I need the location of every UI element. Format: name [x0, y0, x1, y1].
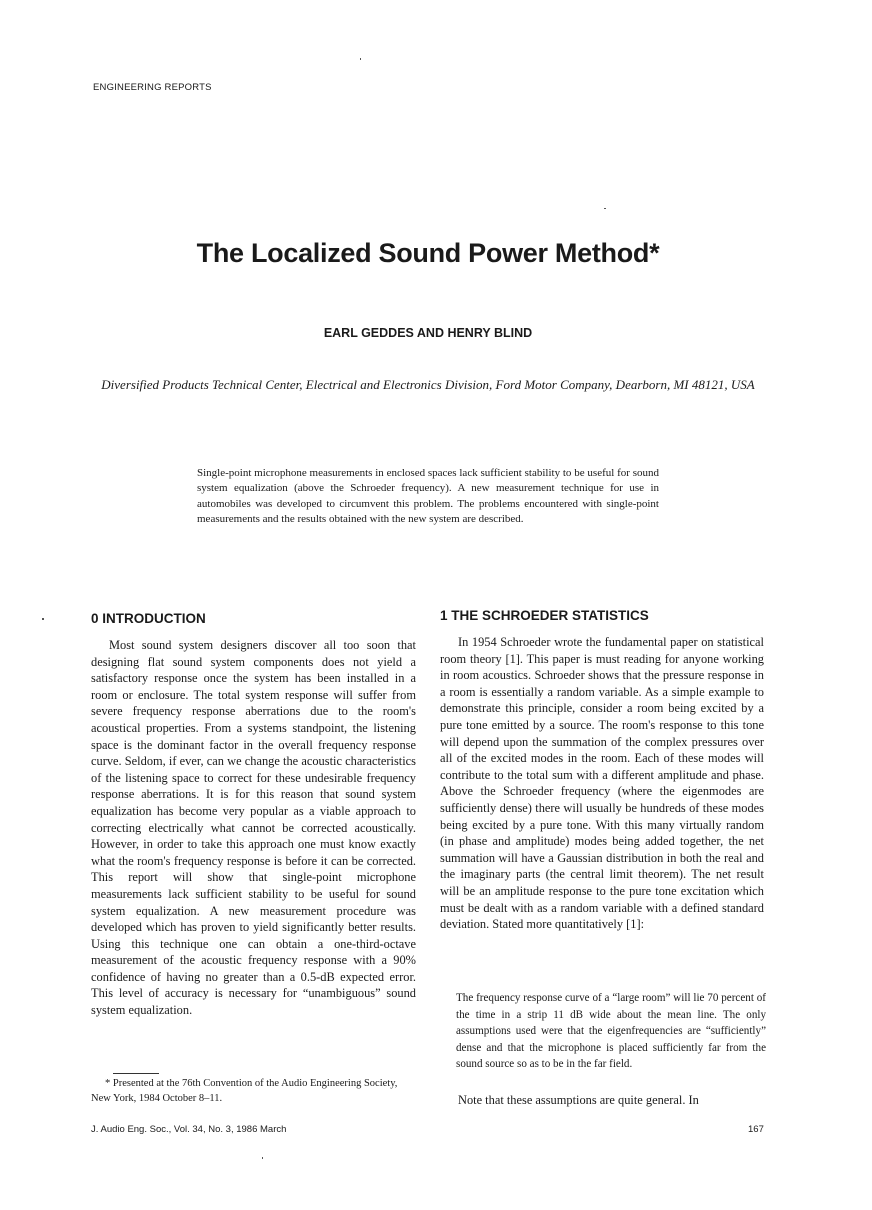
- footnote: * Presented at the 76th Convention of the Audio Engineering Society, New York, 1984 October 8–11.: [91, 1078, 398, 1104]
- scan-speck: [42, 618, 44, 620]
- page-number: 167: [748, 1124, 764, 1135]
- section-heading-introduction: 0 INTRODUCTION: [91, 611, 206, 626]
- schroeder-body: [440, 634, 764, 933]
- block-quote: The frequency response curve of a “large room” will lie 70 percent of the time in a strip 11 dB wide about the mean line. The only assumptions used were that the eigenfrequencies are “sufficiently” dense and that the microphone is placed sufficiently far from the sound source so as to be in the far field.: [456, 992, 766, 1070]
- introduction-body: [91, 637, 416, 1019]
- section-heading-schroeder-statistics: 1 THE SCHROEDER STATISTICS: [440, 608, 649, 623]
- journal-citation: J. Audio Eng. Soc., Vol. 34, No. 3, 1986 March: [91, 1124, 287, 1135]
- schroeder-paragraph: In 1954 Schroeder wrote the fundamental paper on statistical room theory [1]. This paper is must reading for anyone working in room acoustics. Schroeder shows that the pressure response in a room is essentially a random variable. As a simple example to demonstrate this principle, consider a room being excited by a pure tone emitted by a source. The room's response to this tone will depend upon the summation of the complex pressures over all of the excited modes in the room. Each of these modes will contribute to the total sum with a different amplitude and phase. Above the Schroeder frequency (where the eigenmodes are sufficiently dense) there will usually be hundreds of these modes being excited by a pure tone. With this many virtually random (in phase and amplitude) modes being added together, the net summation will have a Gaussian distribution in both the real and the imaginary parts (the central limit theorem). The net result will be an amplitude response to the pure tone excitation which must be dealt with as a random variable with a defined standard deviation. Stated more quantitatively [1]:: [440, 635, 764, 932]
- schroeder-paragraph-2: Note that these assumptions are quite general. In: [458, 1093, 699, 1107]
- footnote-rule: [113, 1073, 159, 1074]
- schroeder-body-continued: [440, 1092, 764, 1109]
- scan-speck: [604, 208, 606, 209]
- running-head: ENGINEERING REPORTS: [93, 82, 212, 93]
- abstract: Single-point microphone measurements in enclosed spaces lack sufficient stability to be useful for sound system equalization (above the Schroeder frequency). A new measurement technique for use in automobiles was developed to circumvent this problem. The problems encountered with single-point measurements and the results obtained with the new system are described.: [197, 467, 659, 525]
- affiliation: Diversified Products Technical Center, Electrical and Electronics Division, Ford Motor Company, Dearborn, MI 48121, USA: [101, 377, 755, 392]
- scan-speck: [262, 1157, 263, 1159]
- introduction-paragraph: Most sound system designers discover all too soon that designing flat sound system components does not yield a satisfactory response once the system has been installed in a room or enclosure. The total system response will suffer from severe frequency response aberrations due to the room's acoustical properties. From a systems standpoint, the listening space is the dominant factor in the overall frequency response curve. Seldom, if ever, can we change the acoustic characteristics of the listening space to correct for these undesirable frequency response aberrations. It is for this reason that sound system equalization has become very popular as a viable approach to correcting electrically what cannot be corrected acoustically. However, in order to take this approach one must know exactly what the room's frequency response is before it can be corrected. This report will show that single-point microphone measurements lack sufficient stability to be useful for sound system equalization. A new measurement procedure was developed which has proven to yield significantly better results. Using this technique one can obtain a one-third-octave measurement of the acoustic frequency response with a 90% confidence of having no greater than a 0.5-dB expected error. This level of accuracy is necessary for “unambiguous” sound system equalization.: [91, 638, 416, 1018]
- scan-speck: [360, 58, 361, 60]
- paper-title: The Localized Sound Power Method*: [196, 238, 660, 268]
- author-line: EARL GEDDES AND HENRY BLIND: [323, 326, 533, 340]
